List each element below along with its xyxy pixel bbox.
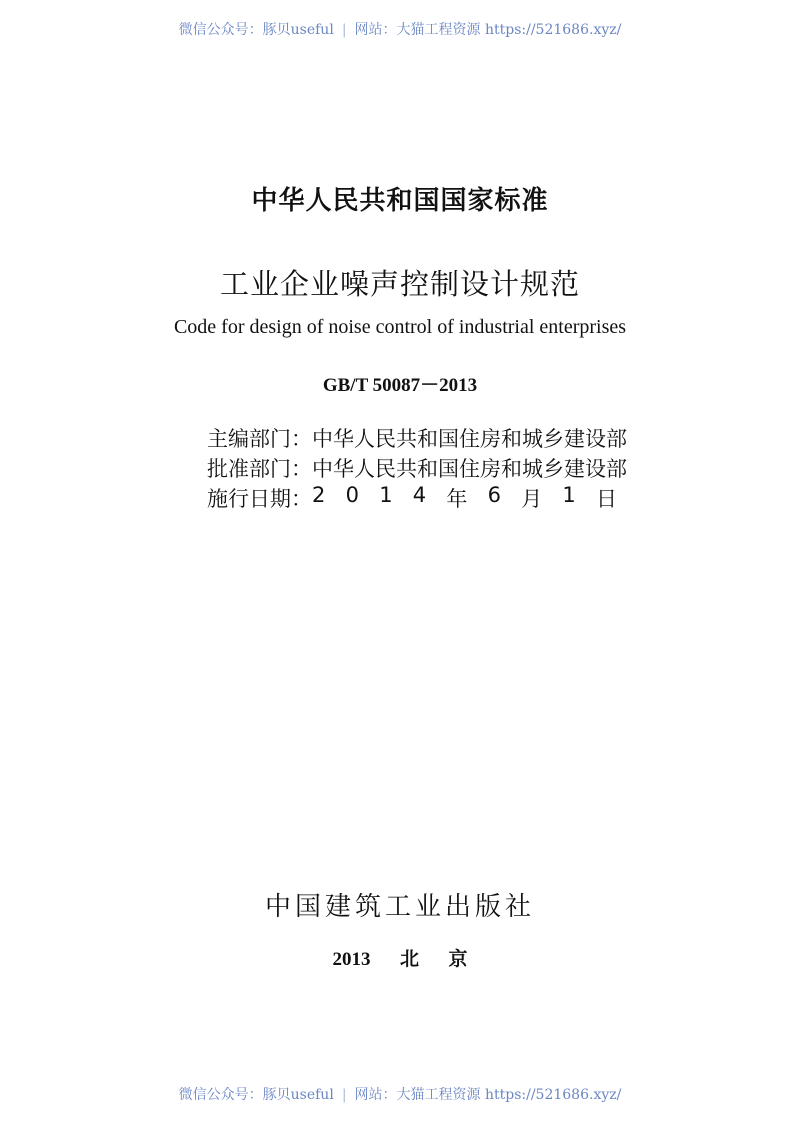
- date-char: 6: [487, 483, 501, 507]
- date-char: 0: [345, 483, 359, 507]
- document-title-cn: 工业企业噪声控制设计规范: [219, 267, 580, 301]
- effective-date-row: [207, 483, 617, 513]
- watermark-wechat: 微信公众号：豚贝useful: [178, 22, 334, 38]
- watermark-top: [0, 19, 800, 39]
- document-title-en: Code for design of noise control of industrial enterprises: [173, 316, 627, 338]
- effective-label: 施行日期：: [207, 487, 312, 511]
- editor-value: 中华人民共和国住房和城乡建设部: [312, 427, 627, 451]
- approver-value: 中华人民共和国住房和城乡建设部: [312, 457, 627, 481]
- standard-category: 中华人民共和国国家标准: [251, 186, 549, 216]
- watermark-site: 网站：大猫工程资源 https://521686.xyz/: [354, 1087, 622, 1103]
- date-char: 1: [379, 483, 393, 507]
- watermark-site: 网站：大猫工程资源 https://521686.xyz/: [354, 22, 622, 38]
- watermark-separator: |: [341, 1087, 347, 1103]
- standard-code: GB/T 50087－2013: [322, 375, 478, 396]
- date-char: 日: [596, 487, 617, 511]
- watermark-separator: |: [341, 22, 347, 38]
- watermark-bottom: [0, 1084, 800, 1104]
- watermark-wechat: 微信公众号：豚贝useful: [178, 1087, 334, 1103]
- editor-label: 主编部门：: [207, 427, 312, 451]
- editor-row: [207, 423, 627, 453]
- approver-row: [207, 453, 627, 483]
- date-char: 月: [521, 487, 543, 511]
- date-char: 年: [446, 487, 468, 511]
- publication-year-place: 2013 北 京: [332, 949, 468, 970]
- effective-date: [312, 483, 617, 513]
- date-char: 4: [412, 483, 427, 507]
- approver-label: 批准部门：: [207, 457, 312, 481]
- publisher: 中国建筑工业出版社: [264, 892, 535, 922]
- date-char: 1: [562, 483, 576, 507]
- date-char: 2: [312, 483, 326, 507]
